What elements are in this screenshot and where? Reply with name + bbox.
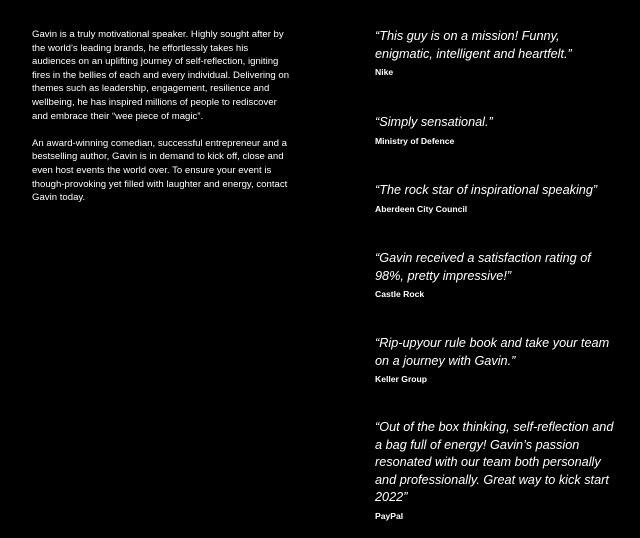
testimonial-source: Aberdeen City Council	[375, 203, 468, 214]
bio-paragraph-1: Gavin is a truly motivational speaker. Highly sought after by the world’s leading brands, he effortlessly takes his audiences on an uplifting journey of self-reflection, igniting fires in the bellies of each and every individual. Delivering on themes such as leadership, engagement, resilience and wellbeing, he has inspired millions of people to rediscover and embrace their “wee piece of magic”.	[32, 29, 290, 122]
testimonial-castle-rock	[375, 250, 615, 300]
testimonial-quote: “Rip-upyour rule book and take your team on a journey with Gavin.”	[375, 336, 610, 368]
testimonial-source: PayPal	[375, 510, 404, 521]
testimonial-keller-group	[375, 335, 615, 385]
testimonial-quote: “Out of the box thinking, self-reflection and a bag full of energy! Gavin’s passion resonated with our team both personally and professionally. Great way to kick start 2022”	[375, 420, 614, 505]
testimonial-source: Ministry of Defence	[375, 135, 455, 146]
testimonial-ministry-of-defence	[375, 114, 493, 147]
testimonial-quote: “This guy is on a mission! Funny, enigmatic, intelligent and heartfelt.”	[375, 29, 572, 61]
bio-paragraph-2: An award-winning comedian, successful entrepreneur and a bestselling author, Gavin is in demand to kick off, close and even host events the world over. To ensure your event is though-provoking yet filled with laughter and energy, contact Gavin today.	[32, 137, 288, 204]
testimonial-source: Nike	[375, 67, 394, 78]
testimonial-quote: “The rock star of inspirational speaking”	[375, 183, 598, 197]
speaker-bio	[32, 28, 294, 218]
testimonial-paypal	[375, 419, 615, 522]
testimonial-quote: “Gavin received a satisfaction rating of 98%, pretty impressive!”	[375, 251, 591, 283]
testimonial-nike	[375, 28, 615, 78]
testimonial-aberdeen-city-council	[375, 182, 597, 215]
testimonial-source: Castle Rock	[375, 289, 425, 300]
testimonial-quote: “Simply sensational.”	[375, 115, 493, 129]
testimonial-source: Keller Group	[375, 374, 428, 385]
